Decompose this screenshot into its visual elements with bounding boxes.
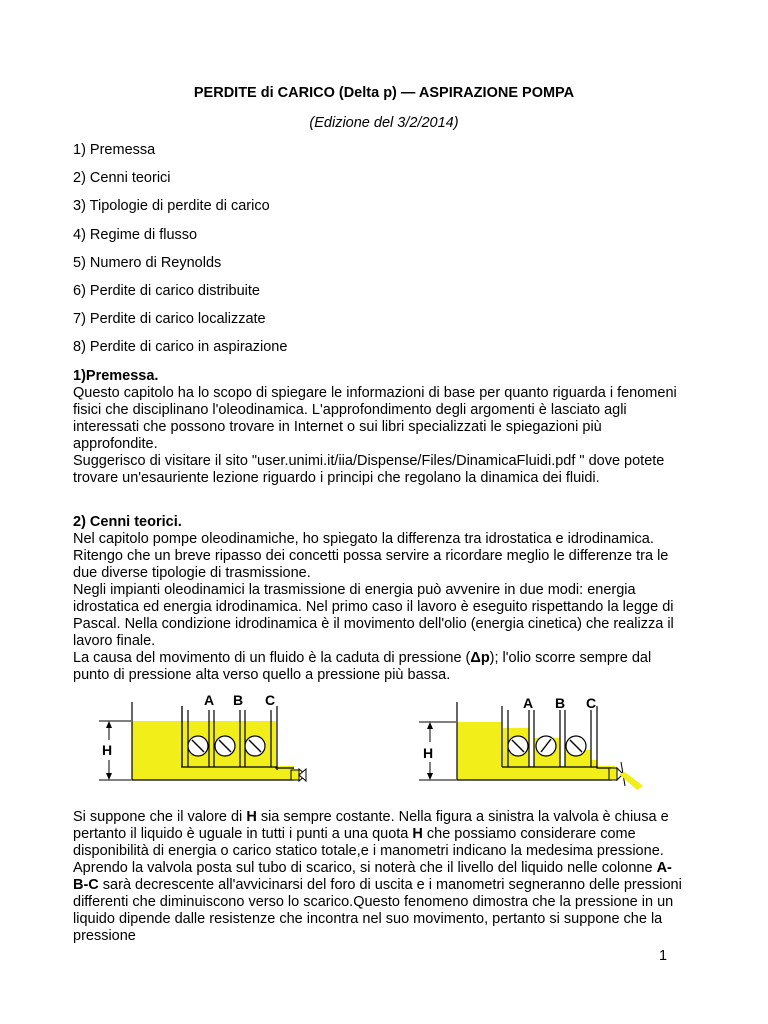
label-b: B: [555, 695, 566, 711]
label-c: C: [265, 692, 276, 708]
delta-p-symbol: Δp: [470, 650, 490, 666]
column-a-empty: [183, 710, 209, 721]
gauge-icon: [188, 736, 208, 756]
valve-closed-icon: [291, 769, 306, 781]
figure-valve-open: [415, 692, 645, 792]
toc-item: 7) Perdite di carico localizzate: [73, 311, 266, 328]
column-c-empty: [245, 710, 271, 721]
label-h: H: [423, 745, 434, 761]
gauge-icon: [566, 736, 586, 756]
label-c: C: [586, 695, 597, 711]
toc-item: 2) Cenni teorici: [73, 170, 171, 187]
liquid-bottom-pipe: [132, 766, 294, 780]
figure-valve-closed: [95, 692, 320, 792]
paragraph: Suggerisco di visitare il sito "user.unimi.it/iia/Dispense/Files/DinamicaFluidi.pdf " dove potete trovare un'esauriente lezione riguardo i principi che regolano la dinamica dei fluidi.: [73, 453, 665, 486]
document-title: PERDITE di CARICO (Delta p) — ASPIRAZIONE POMPA: [193, 85, 575, 101]
label-a: A: [523, 695, 534, 711]
paragraph: Negli impianti oleodinamici la trasmissione di energia può avvenire in due modi: energia idrostatica ed energia idrodinamica. Nel primo caso il lavoro è eseguito rispettando la legge di Pascal. Nella condizione idrodinamica è il movimento dell'olio (energia cinetica) che realizza il lavoro finale.: [73, 582, 674, 649]
toc-item: 6) Perdite di carico distribuite: [73, 282, 260, 299]
gauge-icon: [508, 736, 528, 756]
figure-explanation: [73, 809, 685, 945]
label-h: H: [102, 742, 113, 758]
liquid-bottom-pipe: [457, 766, 615, 780]
paragraph: Questo capitolo ha lo scopo di spiegare le informazioni di base per quanto riguarda i fenomeni fisici che disciplinano l'oleodinamica. L'approfondimento degli argomenti è lasciato agli interessati che possono trovare in Internet o sui libri specializzati le spiegazioni più approfondite.: [73, 385, 677, 452]
gauge-icon: [215, 736, 235, 756]
toc-item: 5) Numero di Reynolds: [73, 254, 222, 271]
section-heading: 1)Premessa.: [73, 368, 159, 384]
section-cenni-teorici: [73, 514, 685, 684]
label-b: B: [233, 692, 244, 708]
column-b-empty: [214, 710, 240, 721]
paragraph: Nel capitolo pompe oleodinamiche, ho spiegato la differenza tra idrostatica e idrodinamica. Ritengo che un breve ripasso dei concetti possa servire a ricordare meglio le differenze tra le due diverse tipologie di trasmissione.: [73, 531, 669, 581]
toc-item: 8) Perdite di carico in aspirazione: [73, 339, 288, 356]
section-premessa: [73, 368, 685, 487]
section-heading: 2) Cenni teorici.: [73, 514, 182, 530]
toc-item: 4) Regime di flusso: [73, 226, 198, 243]
label-a: A: [204, 692, 215, 708]
table-of-contents: [73, 142, 287, 368]
paragraph: Si suppone che il valore di H sia sempre costante. Nella figura a sinistra la valvola è chiusa e pertanto il liquido è uguale in tutti i punti a una quota H che possiamo considerare come disponibilità di energia o carico statico totale,e i manometri indicano la medesima pressione. Aprendo la valvola posta sul tubo di scarico, si noterà che il livello del liquido nelle colonne A-B-C sarà decrescente all'avvicinarsi del foro di uscita e i manometri segneranno delle pressioni differenti che diminuiscono verso lo scarico.Questo fenomeno dimostra che la pressione in un liquido dipende dalle resistenze che incontra nel suo movimento, pertanto si suppone che la pressione: [73, 809, 682, 944]
toc-item: 3) Tipologie di perdite di carico: [73, 198, 270, 215]
toc-item: 1) Premessa: [73, 142, 156, 158]
gauge-icon: [536, 736, 556, 756]
gauge-icon: [245, 736, 265, 756]
paragraph: La causa del movimento di un fluido è la caduta di pressione (Δp); l'olio scorre sempre dal punto di pressione alta verso quello a pressione più bassa.: [73, 650, 652, 683]
document-edition: (Edizione del 3/2/2014): [309, 115, 459, 131]
page-number: 1: [659, 948, 668, 964]
